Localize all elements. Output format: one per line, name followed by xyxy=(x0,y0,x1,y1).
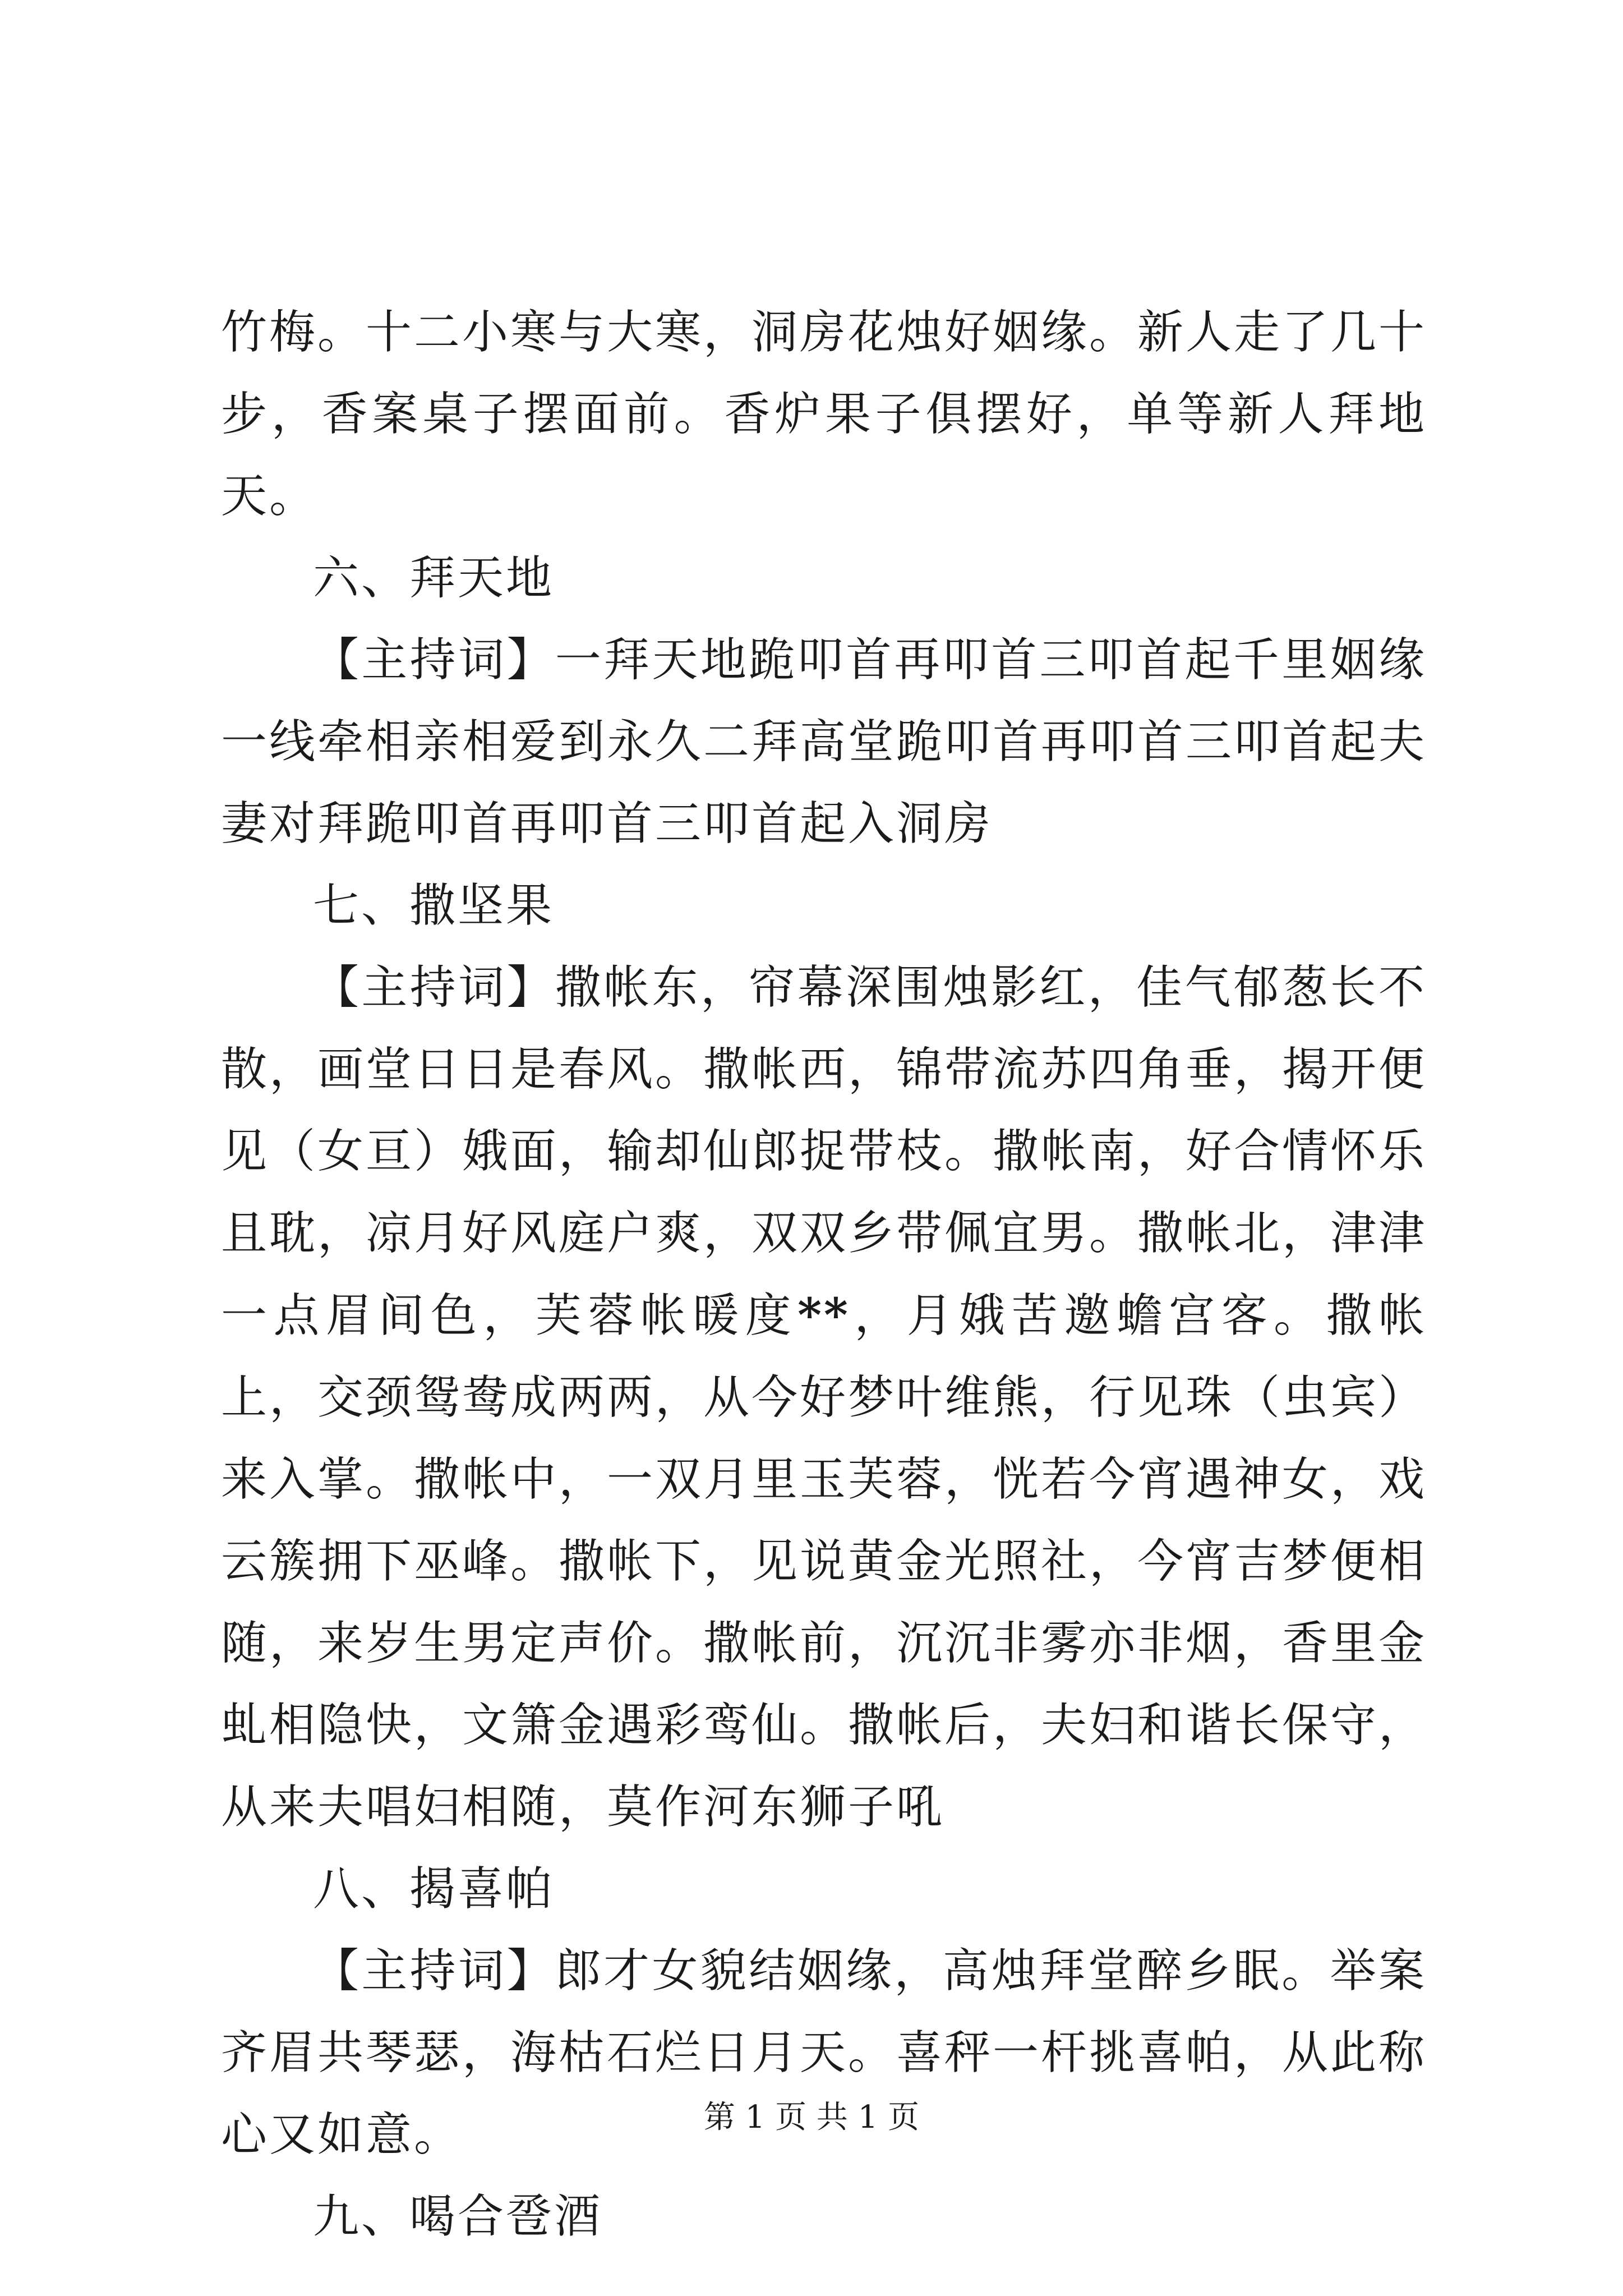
section-heading-8: 八、揭喜帕 xyxy=(313,1862,555,1916)
paragraph-7-text-a: 撒帐东，帘幕深围烛影红，佳气郁葱长不散，画堂日日是春风。撒帐西，锦带流苏四角垂，揭开便见（女亘）娥面，输却仙郎捉带枝。撒帐南，好合情怀乐且耽，凉月好风庭户爽，双双乡带佩宜男。撒帐北，津津一点眉间色，芙蓉帐暖度 xyxy=(221,961,1427,1342)
paragraph-6-text: 一拜天地跪叩首再叩首三叩首起千里姻缘一线牵相亲相爱到永久二拜高堂跪叩首再叩首三叩首起夫妻对拜跪叩首再叩首三叩首起入洞房 xyxy=(221,633,1427,850)
paragraph-8-text: 郎才女貌结姻缘，高烛拜堂醉乡眠。举案齐眉共琴瑟，海枯石烂日月天。喜秤一杆挑喜帕，从此称心又如意。 xyxy=(221,1944,1427,2161)
document-body xyxy=(221,292,1427,2258)
redacted-mark: ** xyxy=(797,1289,850,1342)
host-words-label: 【主持词】 xyxy=(313,1944,555,1998)
section-heading-9: 九、喝合卺酒 xyxy=(313,2190,603,2243)
paragraph-6 xyxy=(221,619,1427,865)
paragraph-8 xyxy=(221,1930,1427,2176)
paragraph-7 xyxy=(221,947,1427,1848)
paragraph-7-text-b: ，月娥苦邀蟾宫客。撒帐上，交颈鸳鸯成两两，从今好梦叶维熊，行见珠（虫宾）来入掌。撒帐中，一双月里玉芙蓉，恍若今宵遇神女，戏云簇拥下巫峰。撒帐下，见说黄金光照社，今宵吉梦便相随，来岁生男定声价。撒帐前，沉沉非雾亦非烟，香里金虬相隐快，文箫金遇彩鸾仙。撒帐后，夫妇和谐长保守，从来夫唱妇相随，莫作河东狮子吼 xyxy=(221,1289,1427,1834)
host-words-label: 【主持词】 xyxy=(313,961,555,1014)
section-heading-7: 七、撒坚果 xyxy=(313,879,555,932)
paragraph-continuation: 竹梅。十二小寒与大寒，洞房花烛好姻缘。新人走了几十步，香案桌子摆面前。香炉果子俱摆好，单等新人拜地天。 xyxy=(221,306,1427,523)
page-footer: 第 1 页 共 1 页 xyxy=(703,2099,920,2136)
host-words-label: 【主持词】 xyxy=(313,633,555,687)
section-heading-6: 六、拜天地 xyxy=(313,551,555,605)
